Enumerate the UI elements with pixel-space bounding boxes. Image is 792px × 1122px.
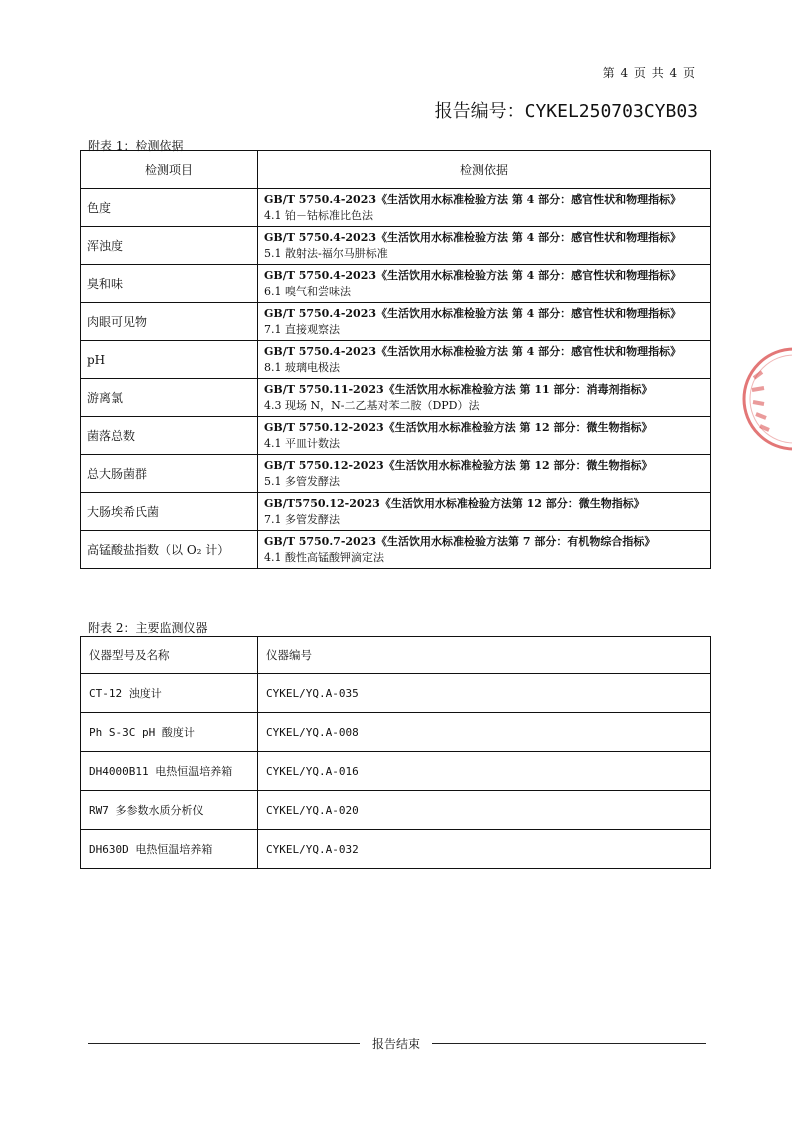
report-number: 报告编号：CYKEL250703CYB03 — [434, 101, 698, 122]
table-row — [81, 531, 711, 569]
footer-rule-right — [432, 1043, 706, 1044]
standard-reference: GB/T 5750.4-2023《生活饮用水标准检验方法 第 4 部分：感官性状和物理指标》 — [264, 306, 682, 320]
method-clause: 8.1 玻璃电极法 — [264, 360, 340, 374]
inspection-item-cell: 菌落总数 — [81, 417, 258, 455]
table-row — [81, 189, 711, 227]
instrument-code-cell: CYKEL/YQ.A-016 — [258, 752, 711, 791]
method-clause: 6.1 嗅气和尝味法 — [264, 284, 351, 298]
table-row — [81, 713, 711, 752]
column-header-code: 仪器编号 — [258, 637, 711, 674]
standard-reference: GB/T 5750.4-2023《生活饮用水标准检验方法 第 4 部分：感官性状和物理指标》 — [264, 344, 682, 358]
inspection-basis-table — [80, 150, 711, 569]
inspection-basis-cell — [258, 379, 711, 417]
appendix1-caption: 附表 1：检测依据 — [88, 139, 184, 153]
inspection-item-cell: 臭和味 — [81, 265, 258, 303]
method-clause: 5.1 多管发酵法 — [264, 474, 340, 488]
instrument-table — [80, 636, 711, 869]
table-row — [81, 830, 711, 869]
method-clause: 4.3 现场 N，N-二乙基对苯二胺（DPD）法 — [264, 398, 480, 412]
method-clause: 7.1 多管发酵法 — [264, 512, 340, 526]
inspection-item-cell: 高锰酸盐指数（以 O₂ 计） — [81, 531, 258, 569]
column-header-item: 检测项目 — [81, 151, 258, 189]
standard-reference: GB/T 5750.4-2023《生活饮用水标准检验方法 第 4 部分：感官性状和物理指标》 — [264, 192, 682, 206]
inspection-item-cell: 大肠埃希氏菌 — [81, 493, 258, 531]
inspection-item-cell: 总大肠菌群 — [81, 455, 258, 493]
method-clause: 4.1 平皿计数法 — [264, 436, 340, 450]
standard-reference: GB/T 5750.11-2023《生活饮用水标准检验方法 第 11 部分：消毒剂指标》 — [264, 382, 653, 396]
table-row — [81, 265, 711, 303]
table-row — [81, 674, 711, 713]
instrument-code-cell: CYKEL/YQ.A-032 — [258, 830, 711, 869]
instrument-code-cell: CYKEL/YQ.A-035 — [258, 674, 711, 713]
inspection-basis-cell — [258, 531, 711, 569]
table-row — [81, 303, 711, 341]
instrument-model-cell: CT-12 浊度计 — [81, 674, 258, 713]
instrument-code-cell: CYKEL/YQ.A-008 — [258, 713, 711, 752]
table-header-row — [81, 637, 711, 674]
method-clause: 4.1 酸性高锰酸钾滴定法 — [264, 550, 384, 564]
inspection-basis-cell — [258, 227, 711, 265]
standard-reference: GB/T 5750.7-2023《生活饮用水标准检验方法第 7 部分：有机物综合指标》 — [264, 534, 656, 548]
inspection-basis-cell — [258, 417, 711, 455]
official-seal-stamp — [742, 338, 792, 460]
page-number: 第 4 页 共 4 页 — [602, 66, 696, 80]
method-clause: 5.1 散射法-福尔马肼标准 — [264, 246, 388, 260]
inspection-item-cell: 肉眼可见物 — [81, 303, 258, 341]
inspection-item-cell: pH — [81, 341, 258, 379]
standard-reference: GB/T 5750.12-2023《生活饮用水标准检验方法 第 12 部分：微生物指标》 — [264, 458, 653, 472]
standard-reference: GB/T 5750.12-2023《生活饮用水标准检验方法 第 12 部分：微生物指标》 — [264, 420, 653, 434]
instrument-model-cell: Ph S-3C pH 酸度计 — [81, 713, 258, 752]
inspection-item-cell: 浑浊度 — [81, 227, 258, 265]
table-row — [81, 379, 711, 417]
inspection-basis-cell — [258, 455, 711, 493]
table-row — [81, 341, 711, 379]
instrument-model-cell: RW7 多参数水质分析仪 — [81, 791, 258, 830]
table-row — [81, 455, 711, 493]
instrument-code-cell: CYKEL/YQ.A-020 — [258, 791, 711, 830]
standard-reference: GB/T 5750.4-2023《生活饮用水标准检验方法 第 4 部分：感官性状和物理指标》 — [264, 230, 682, 244]
inspection-basis-cell — [258, 493, 711, 531]
standard-reference: GB/T5750.12-2023《生活饮用水标准检验方法第 12 部分：微生物指标》 — [264, 496, 645, 510]
inspection-item-cell: 游离氯 — [81, 379, 258, 417]
standard-reference: GB/T 5750.4-2023《生活饮用水标准检验方法 第 4 部分：感官性状和物理指标》 — [264, 268, 682, 282]
table-header-row — [81, 151, 711, 189]
table-row — [81, 417, 711, 455]
inspection-basis-cell — [258, 265, 711, 303]
instrument-model-cell: DH4000B11 电热恒温培养箱 — [81, 752, 258, 791]
report-end-text: 报告结束 — [371, 1037, 420, 1051]
inspection-basis-cell — [258, 189, 711, 227]
column-header-model: 仪器型号及名称 — [81, 637, 258, 674]
table-row — [81, 227, 711, 265]
method-clause: 7.1 直接观察法 — [264, 322, 340, 336]
inspection-item-cell: 色度 — [81, 189, 258, 227]
appendix2-caption: 附表 2：主要监测仪器 — [88, 621, 208, 635]
instrument-model-cell: DH630D 电热恒温培养箱 — [81, 830, 258, 869]
table-row — [81, 752, 711, 791]
inspection-basis-cell — [258, 341, 711, 379]
table-row — [81, 493, 711, 531]
column-header-basis: 检测依据 — [258, 151, 711, 189]
method-clause: 4.1 铂－钴标准比色法 — [264, 208, 373, 222]
table-row — [81, 791, 711, 830]
footer-rule-left — [88, 1043, 360, 1044]
inspection-basis-cell — [258, 303, 711, 341]
